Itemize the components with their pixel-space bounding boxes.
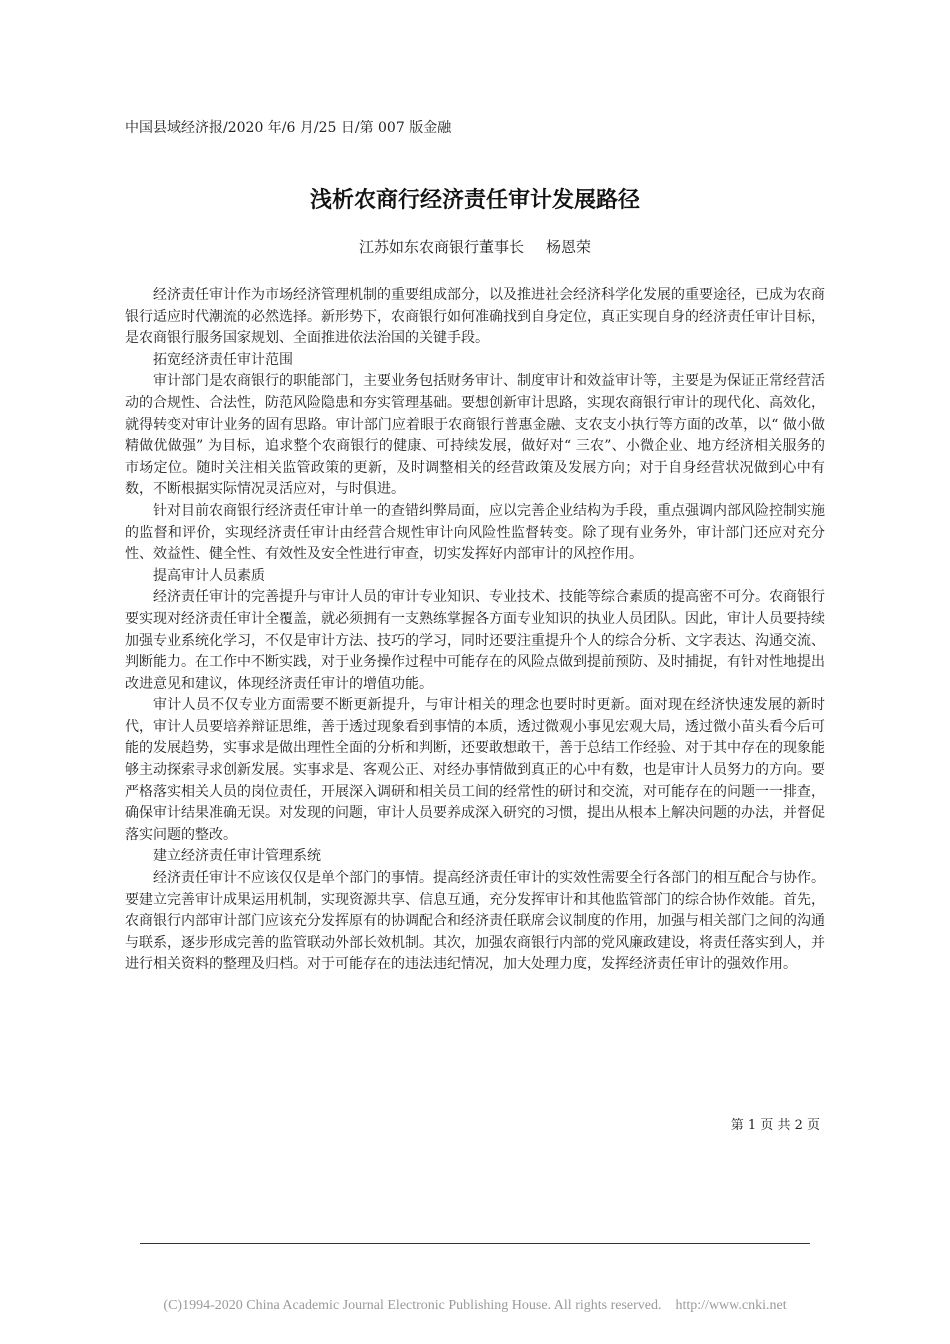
section-heading: 拓宽经济责任审计范围 — [153, 351, 293, 368]
author-role: 江苏如东农商银行董事长 — [358, 238, 524, 256]
source-line: 中国县域经济报/2020 年/6 月/25 日/第 007 版金融 — [125, 120, 452, 136]
copyright-footer — [0, 1296, 950, 1316]
paragraph: 审计人员不仅专业方面需要不断更新提升，与审计相关的理念也要时时更新。面对现在经济快速发展的新时代，审计人员要培养辩证思维，善于透过现象看到事情的本质，透过微观小事见宏观大局，透过微小苗头看今后可能的发展趋势，实事求是做出理性全面的分析和判断，还要敢想敢干，善于总结工作经验、对于其中存在的现象能够主动探索寻求创新发展。实事求是、客观公正、对经办事情做到真正的心中有数，也是审计人员努力的方向。要严格落实相关人员的岗位责任，开展深入调研和相关员工间的经常性的研讨和交流，对可能存在的问题一一排查，确保审计结果准确无误。对发现的问题，审计人员要养成深入研究的习惯，提出从根本上解决问题的办法，并督促落实问题的整改。 — [125, 697, 825, 843]
page-number: 第 1 页 共 2 页 — [730, 1118, 820, 1133]
author-line — [0, 236, 950, 258]
intro-paragraph: 经济责任审计作为市场经济管理机制的重要组成部分，以及推进社会经济科学化发展的重要途径，已成为农商银行适应时代潮流的必然选择。新形势下，农商银行如何准确找到自身定位，真正实现自身的经济责任审计目标，是农商银行服务国家规划、全面推进依法治国的关键手段。 — [125, 287, 825, 347]
article-body — [125, 285, 825, 976]
section-heading: 建立经济责任审计管理系统 — [153, 848, 321, 865]
copyright-text: (C)1994-2020 China Academic Journal Electronic Publishing House. All rights reserved. — [163, 1298, 662, 1313]
author-name: 杨恩荣 — [546, 238, 592, 256]
section-heading: 提高审计人员素质 — [153, 567, 265, 584]
article-title: 浅析农商行经济责任审计发展路径 — [309, 188, 640, 213]
paragraph: 审计部门是农商银行的职能部门，主要业务包括财务审计、制度审计和效益审计等，主要是为保证正常经营活动的合规性、合法性，防范风险隐患和夯实管理基础。要想创新审计思路，实现农商银行审计的现代化、高效化，就得转变对审计业务的固有思路。审计部门应着眼于农商银行普惠金融、支农支小执行等方面的改革，以“ 做小做精做优做强” 为目标，追求整个农商银行的健康、可持续发展，做好对“ 三农”、小微企业、地方经济相关服务的市场定位。随时关注相关监管政策的更新，及时调整相关的经营政策及发展方向；对于自身经营状况做到心中有数，不断根据实际情况灵活应对，与时俱进。 — [125, 373, 825, 498]
paragraph: 经济责任审计的完善提升与审计人员的审计专业知识、专业技术、技能等综合素质的提高密不可分。农商银行要实现对经济责任审计全覆盖，就必须拥有一支熟练掌握各方面专业知识的执业人员团队。因此，审计人员要持续加强专业系统化学习，不仅是审计方法、技巧的学习，同时还要注重提升个人的综合分析、文字表达、沟通交流、判断能力。在工作中不断实践，对于业务操作过程中可能存在的风险点做到提前预防、及时捕捉，有针对性地提出改进意见和建议，体现经济责任审计的增值功能。 — [125, 589, 825, 692]
website-link[interactable]: http://www.cnki.net — [675, 1298, 787, 1313]
paragraph: 经济责任审计不应该仅仅是单个部门的事情。提高经济责任审计的实效性需要全行各部门的相互配合与协作。要建立完善审计成果运用机制，实现资源共享、信息互通，充分发挥审计和其他监管部门的综合协作效能。首先，农商银行内部审计部门应该充分发挥原有的协调配合和经济责任联席会议制度的作用，加强与相关部门之间的沟通与联系，逐步形成完善的监管联动外部长效机制。其次，加强农商银行内部的党风廉政建设，将责任落实到人，并进行相关资料的整理及归档。对于可能存在的违法违纪情况，加大处理力度，发挥经济责任审计的强效作用。 — [125, 870, 825, 973]
paragraph: 针对目前农商银行经济责任审计单一的查错纠弊局面，应以完善企业结构为手段，重点强调内部风险控制实施的监督和评价，实现经济责任审计由经营合规性审计向风险性监督转变。除了现有业务外，审计部门还应对充分性、效益性、健全性、有效性及安全性进行审查，切实发挥好内部审计的风控作用。 — [125, 502, 825, 563]
footer-divider — [140, 1243, 810, 1244]
